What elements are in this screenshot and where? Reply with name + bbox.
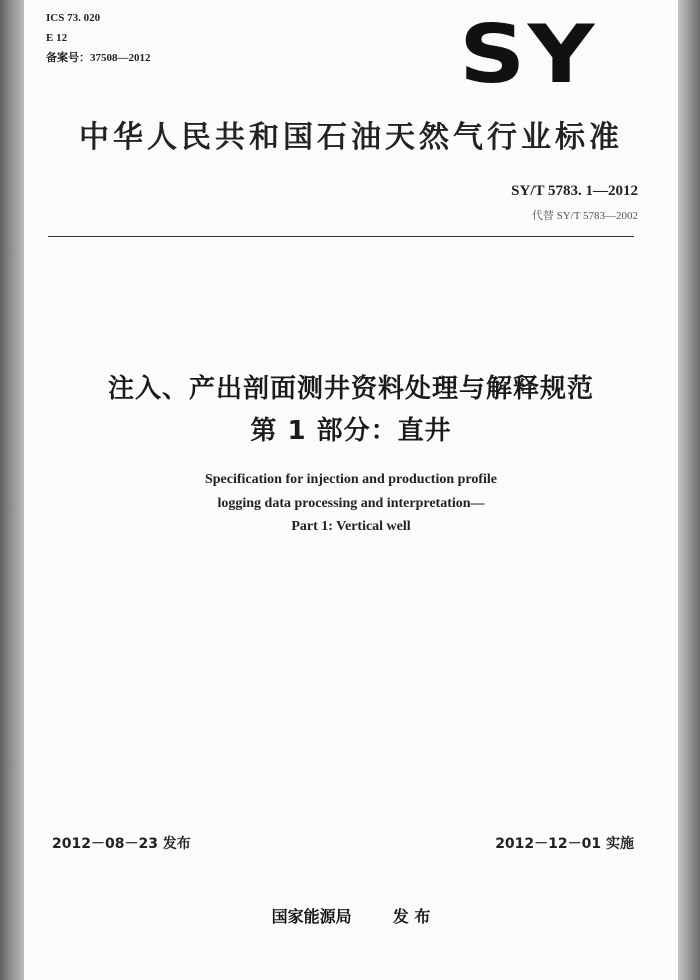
scan-edge-left (0, 0, 24, 980)
title-en-line3: Part 1: Vertical well (291, 519, 411, 534)
classification-code: E 12 (46, 32, 68, 44)
title-en-line1: Specification for injection and production profile (204, 472, 498, 487)
issuer-line (24, 904, 678, 927)
document-page (24, 0, 678, 980)
ics-code: ICS 73. 020 (46, 12, 101, 24)
implementation-date: 2012－12－01 实施 (495, 836, 634, 852)
scan-edge-right (678, 0, 700, 980)
title-zh-line1: 注入、产出剖面测井资料处理与解释规范 (107, 374, 594, 404)
replaces-standard: 代替 SY/T 5783—2002 (531, 210, 638, 222)
issuer-action: 发 布 (392, 907, 431, 926)
standard-category-title: 中华人民共和国石油天然气行业标准 (79, 120, 623, 155)
sy-logo: SY (459, 8, 597, 101)
issue-date: 2012－08－23 发布 (52, 836, 191, 852)
issuer-name: 国家能源局 (271, 907, 352, 926)
header-divider (48, 236, 634, 237)
standard-number: SY/T 5783. 1—2012 (511, 183, 638, 199)
title-zh-line2: 第 1 部分：直井 (250, 416, 452, 446)
record-number: 备案号：37508—2012 (46, 52, 151, 64)
title-en-line2: logging data processing and interpretation— (217, 496, 485, 511)
